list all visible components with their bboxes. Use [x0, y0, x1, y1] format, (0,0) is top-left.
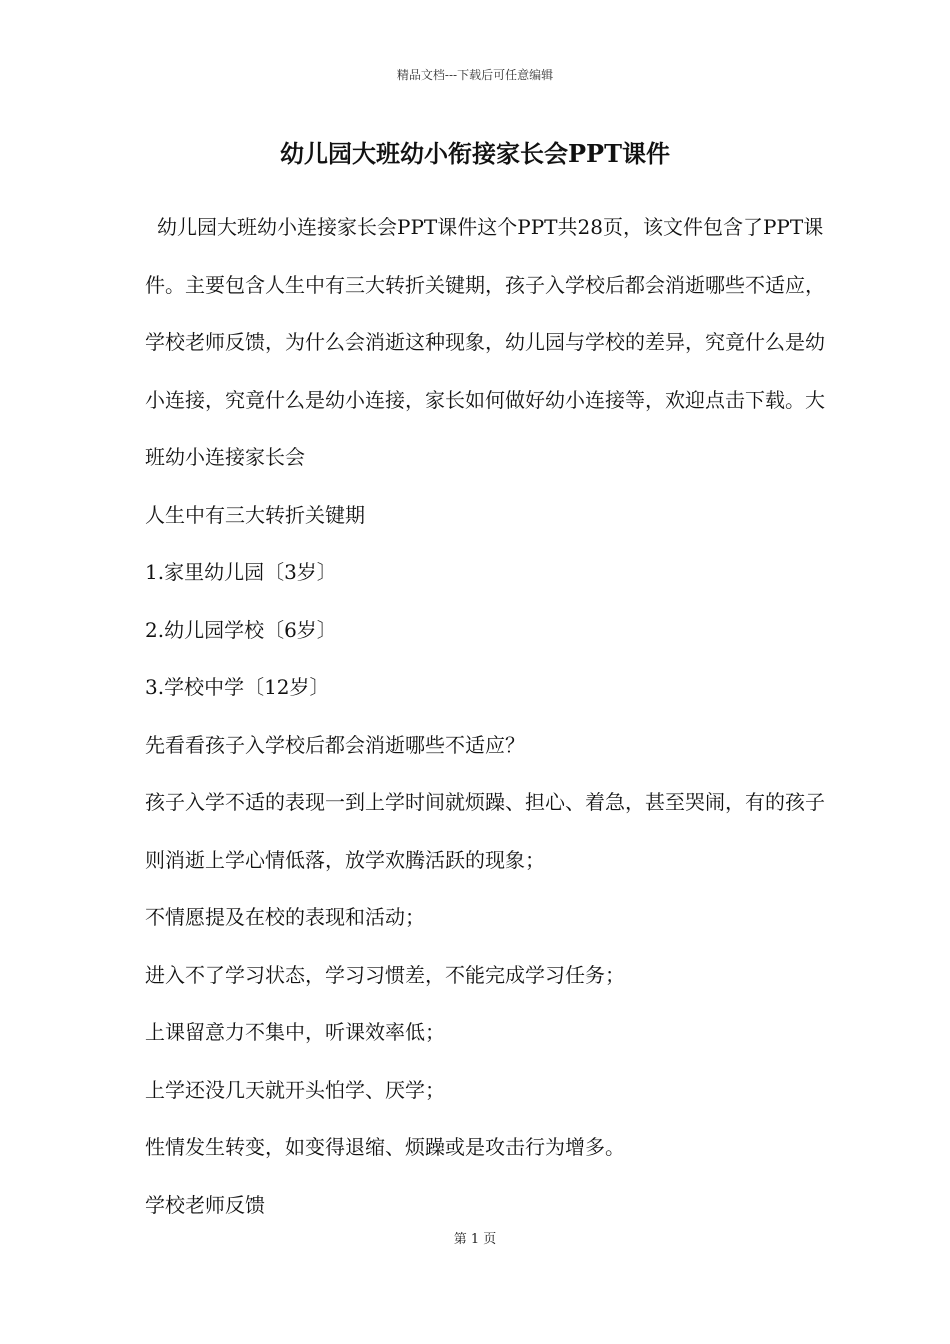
document-title: 幼儿园大班幼小衔接家长会PPT课件: [280, 139, 670, 168]
list-item: 3.学校中学〔12岁〕: [145, 675, 330, 699]
section-heading-feedback: 学校老师反馈: [145, 1192, 265, 1217]
list-item: 1.家里幼儿园〔3岁〕: [145, 560, 337, 584]
list-item: 性情发生转变，如变得退缩、烦躁或是攻击行为增多。: [145, 1135, 625, 1159]
list-item: 不情愿提及在校的表现和活动；: [145, 905, 425, 929]
question-line: 先看看孩子入学校后都会消逝哪些不适应？: [145, 732, 525, 757]
symptom-paragraph: 孩子入学不适的表现一到上学时间就烦躁、担心、着急，甚至哭闹，有的孩子则消逝上学心情低落，放学欢腾活跃的现象；: [145, 790, 825, 872]
intro-paragraph: 幼儿园大班幼小连接家长会PPT课件这个PPT共28页，该文件包含了PPT课件。主要包含人生中有三大转折关键期，孩子入学校后都会消逝哪些不适应，学校老师反馈，为什么会消逝这种现象，幼儿园与学校的差异，究竟什么是幼小连接，究竟什么是幼小连接，家长如何做好幼小连接等，欢迎点击下载。大班幼小连接家长会: [145, 215, 825, 469]
section-heading-turning-points: 人生中有三大转折关键期: [145, 502, 365, 527]
list-item: 上课留意力不集中，听课效率低；: [145, 1020, 445, 1044]
document-body: [145, 199, 825, 1234]
page-number: 第 1 页: [453, 1232, 497, 1247]
list-item: 进入不了学习状态，学习习惯差，不能完成学习任务；: [145, 962, 625, 987]
list-item: 2.幼儿园学校〔6岁〕: [145, 617, 337, 642]
header-note: 精品文档---下载后可任意编辑: [396, 68, 554, 82]
list-item: 上学还没几天就开头怕学、厌学；: [145, 1077, 445, 1102]
